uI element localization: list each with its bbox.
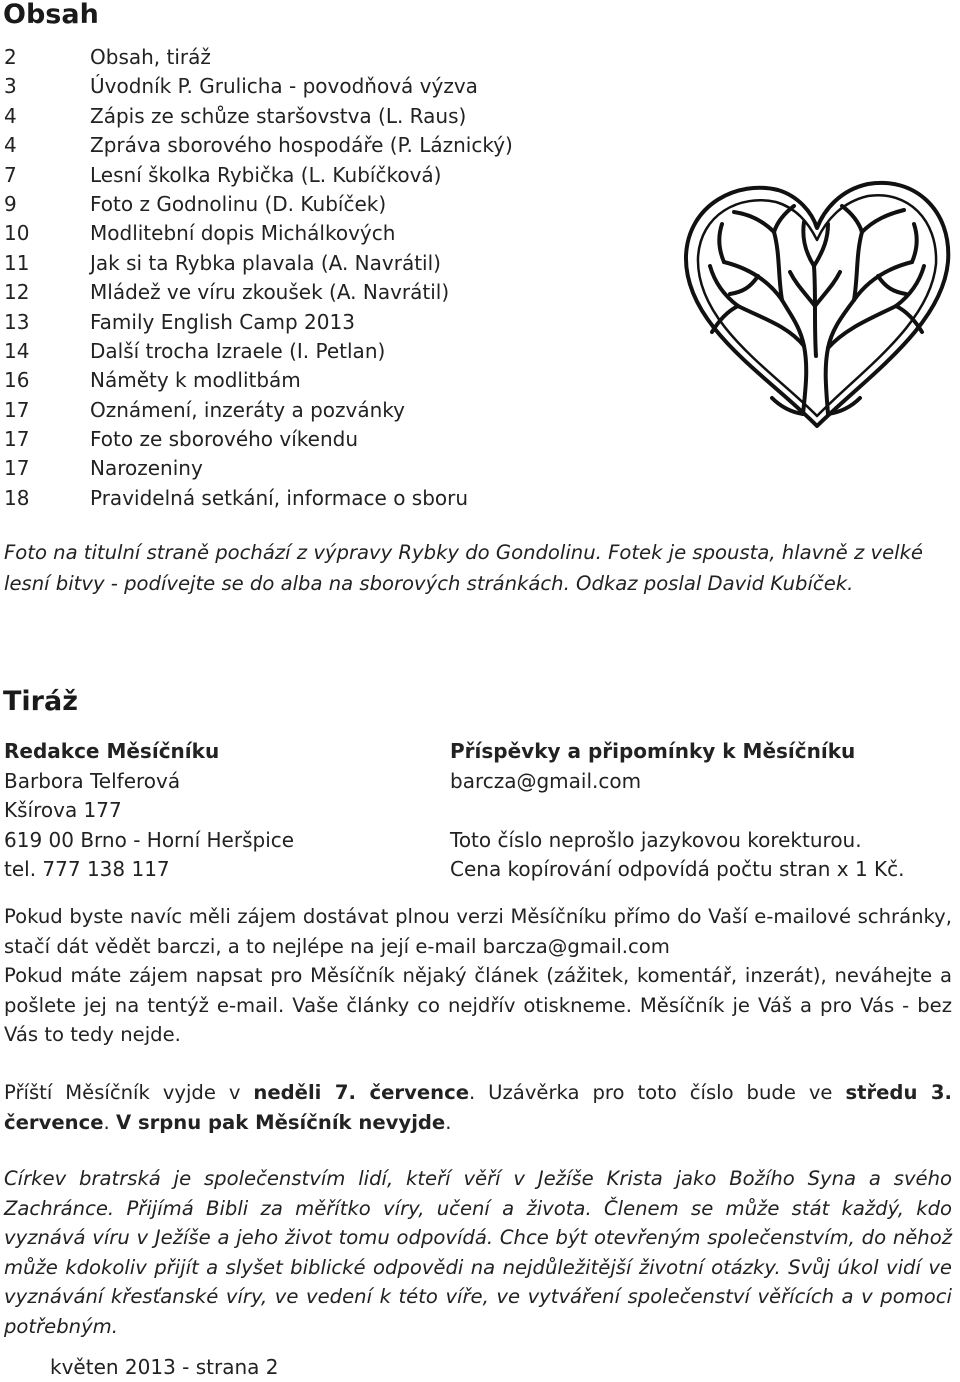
toc-title: Mládež ve víru zkoušek (A. Navrátil) [90, 280, 450, 305]
toc-page-number: 14 [4, 338, 30, 363]
toc-entry [4, 72, 604, 101]
toc-page-number: 16 [4, 368, 30, 393]
toc-entry [4, 308, 604, 337]
editor-street: Kšírova 177 [4, 798, 122, 822]
email-subscription-text: Pokud byste navíc měli zájem dostávat plnou verzi Měsíčníku přímo do Vaší e-mailové schránky, stačí dát vědět barczi, a to nejlépe na její e-mail barcza@gmail.com [4, 905, 952, 958]
toc-page-number: 7 [4, 162, 17, 187]
toc-title: Family English Camp 2013 [90, 309, 355, 334]
toc-page-number: 13 [4, 309, 30, 334]
toc-page-number: 18 [4, 485, 30, 510]
toc-page-number: 3 [4, 74, 17, 99]
contributions-info [450, 737, 955, 885]
toc-title: Pravidelná setkání, informace o sboru [90, 485, 469, 510]
toc-page-number: 17 [4, 456, 30, 481]
toc-entry [4, 190, 604, 219]
copy-price-note: Cena kopírování odpovídá počtu stran x 1 Kč. [450, 857, 905, 881]
toc-title: Zpráva sborového hospodáře (P. Láznický) [90, 133, 513, 158]
cover-photo-caption: Foto na titulní straně pochází z výpravy Rybky do Gondolinu. Fotek je spousta, hlavně z velké lesní bitvy - podívejte se do alba na sborových stránkách. Odkaz poslal David Kubíček. [4, 541, 923, 595]
editor-name: Barbora Telferová [4, 768, 181, 793]
toc-entry [4, 425, 604, 454]
toc-page-number: 17 [4, 397, 30, 422]
page-footer: květen 2013 - strana 2 [50, 1355, 279, 1379]
toc-title: Zápis ze schůze staršovstva (L. Raus) [90, 103, 467, 128]
toc-entry [4, 366, 604, 395]
contributions-heading: Příspěvky a připomínky k Měsíčníku [450, 739, 856, 763]
contents-title: Obsah [3, 0, 99, 30]
toc-title: Modlitební dopis Michálkových [90, 221, 396, 246]
toc-title: Obsah, tiráž [90, 45, 211, 69]
editorial-contact [4, 737, 434, 885]
next-issue-notice: Příští Měsíčník vyjde v neděli 7. července. Uzávěrka pro toto číslo bude ve středu 3. července. V srpnu pak Měsíčník nevyjde. [4, 1081, 953, 1134]
toc-title: Narozeniny [90, 456, 203, 481]
toc-entry [4, 249, 604, 278]
toc-page-number: 4 [4, 103, 17, 128]
toc-entry [4, 161, 604, 190]
church-statement: Církev bratrská je společenstvím lidí, kteří věří v Ježíše Krista jako Božího Syna a svého Zachránce. Přijímá Bibli za měřítko víry, učení a života. Členem se může stát každý, kdo vyznává víru v Ježíše a jeho život tomu odpovídá. Chce být otevřeným společenstvím, do něhož může kdokoliv přijít a slyšet biblické odpovědi na nejdůležitější životní otázky. Svůj úkol vidí ve vyznávání křesťanské víry, ve vedení k této víře, ve vytváření společenství věřících a v pomoci potřebným. [4, 1167, 952, 1338]
toc-page-number: 12 [4, 280, 30, 305]
toc-entry [4, 454, 604, 483]
toc-title: Jak si ta Rybka plavala (A. Navrátil) [90, 250, 441, 275]
toc-page-number: 17 [4, 427, 30, 452]
toc-title: Oznámení, inzeráty a pozvánky [90, 397, 405, 422]
toc-page-number: 10 [4, 221, 30, 246]
toc-title: Foto ze sborového víkendu [90, 427, 359, 452]
toc-title: Další trocha Izraele (I. Petlan) [90, 338, 386, 363]
toc-entry [4, 219, 604, 248]
toc-entry [4, 43, 604, 72]
toc-page-number: 9 [4, 191, 17, 216]
colophon-title: Tiráž [3, 686, 78, 717]
table-of-contents [4, 43, 604, 513]
toc-page-number: 11 [4, 250, 30, 275]
toc-entry [4, 484, 604, 513]
contributions-email[interactable]: barcza@gmail.com [450, 768, 642, 793]
toc-title: Úvodník P. Grulicha - povodňová výzva [90, 74, 478, 99]
toc-entry [4, 131, 604, 160]
subscription-paragraphs [4, 902, 952, 1050]
editorial-heading: Redakce Měsíčníku [4, 739, 220, 763]
article-submission-text: Pokud máte zájem napsat pro Měsíčník nějaký článek (zážitek, komentář, inzerát), neváhejte a pošlete jej na tentýž e-mail. Vaše články co nejdřív otiskneme. Měsíčník je Váš a pro Vás - bez Vás to tedy nejde. [4, 964, 952, 1047]
toc-title: Foto z Godnolinu (D. Kubíček) [90, 191, 387, 216]
toc-page-number: 4 [4, 133, 17, 158]
proofreading-note: Toto číslo neprošlo jazykovou korekturou. [450, 827, 862, 852]
toc-page-number: 2 [4, 45, 17, 69]
editor-city: 619 00 Brno - Horní Heršpice [4, 827, 295, 852]
toc-title: Náměty k modlitbám [90, 368, 301, 393]
toc-entry [4, 337, 604, 366]
toc-entry [4, 396, 604, 425]
toc-entry [4, 102, 604, 131]
toc-entry [4, 278, 604, 307]
editor-phone: tel. 777 138 117 [4, 857, 170, 881]
heart-tree-icon [678, 176, 956, 432]
toc-title: Lesní školka Rybička (L. Kubíčková) [90, 162, 442, 187]
